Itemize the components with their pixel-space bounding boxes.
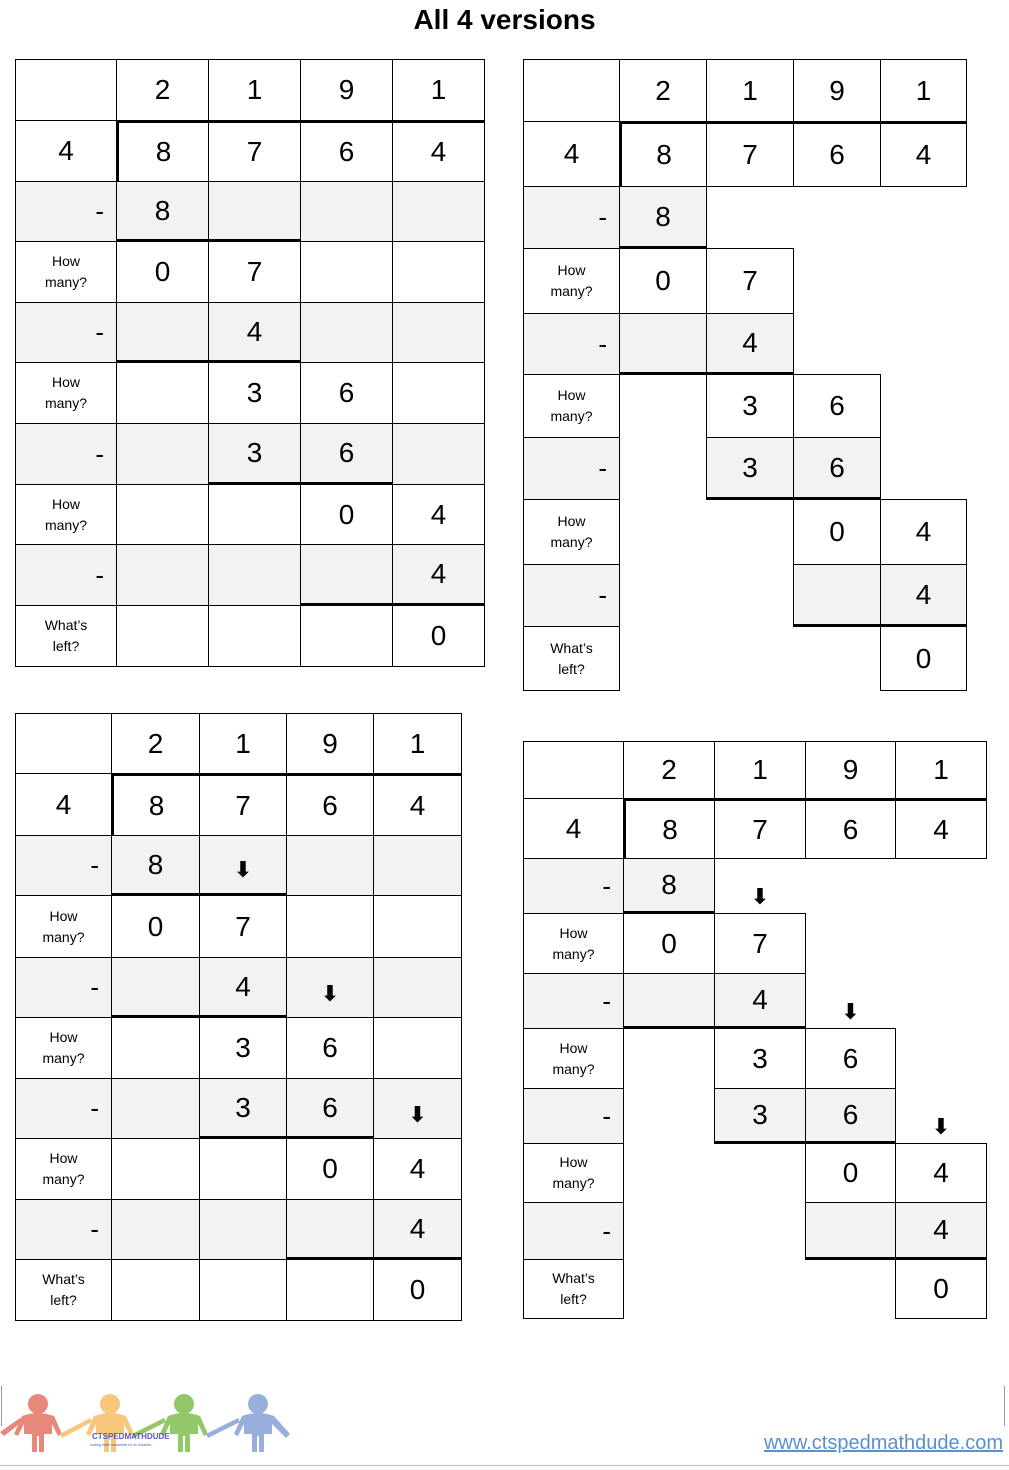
work-digit-cell: [300, 302, 393, 363]
dividend-digit-cell: 7: [199, 773, 287, 836]
minus-label: [15, 1078, 112, 1139]
work-digit-cell: 8: [111, 835, 200, 896]
logo-tagline: making math accessible for all students: [90, 1443, 152, 1447]
minus-sign: -: [598, 580, 607, 610]
bring-down-arrow-cell: [805, 973, 896, 1029]
how-many-label: [523, 1143, 624, 1203]
work-digit-cell: 0: [793, 499, 881, 565]
minus-label: [15, 957, 112, 1018]
work-digit-cell: [286, 1259, 374, 1321]
work-digit-cell: [111, 1199, 200, 1260]
label-line: How: [49, 1150, 78, 1166]
work-digit-cell: 3: [714, 1088, 806, 1144]
work-digit-cell: [199, 1199, 287, 1260]
how-many-label: [15, 484, 117, 545]
label-line: What’s: [552, 1270, 595, 1286]
bring-down-arrow-cell: [895, 1088, 987, 1144]
work-digit-cell: [300, 241, 393, 303]
work-digit-cell: 7: [199, 895, 287, 958]
page-title: All 4 versions: [413, 4, 596, 35]
work-digit-cell: [300, 544, 393, 606]
minus-label: [15, 544, 117, 606]
dividend-digit-cell: 6: [793, 121, 881, 187]
quotient-digit-cell: 1: [880, 59, 967, 122]
label-line: How: [51, 495, 80, 512]
how-many-label: [15, 1017, 112, 1079]
label-line: How: [557, 513, 586, 529]
work-digit-cell: [300, 605, 393, 667]
work-digit-cell: 6: [793, 374, 881, 438]
corner-cell: [15, 713, 112, 774]
dividend-digit-cell: 6: [286, 773, 374, 836]
minus-label: [523, 437, 620, 500]
person-red-icon: [0, 1394, 62, 1452]
work-digit-cell: [208, 181, 301, 242]
minus-label: [523, 313, 620, 375]
how-many-label: [523, 499, 620, 565]
label-line: many?: [42, 928, 85, 945]
logo-people-icon: [0, 1392, 300, 1454]
work-digit-cell: [208, 544, 301, 606]
quotient-digit-cell: 9: [805, 741, 896, 799]
bring-down-arrow-cell: [286, 957, 374, 1018]
work-digit-cell: 3: [208, 423, 301, 485]
work-digit-cell: [392, 362, 485, 424]
quotient-digit-cell: 9: [793, 59, 881, 122]
dividend-digit-cell: 7: [208, 120, 301, 182]
work-digit-cell: [373, 835, 462, 896]
minus-label: [523, 1088, 624, 1144]
minus-sign: -: [90, 850, 99, 880]
work-digit-cell: 0: [286, 1138, 374, 1200]
minus-sign: -: [598, 328, 607, 359]
label-line: many?: [550, 408, 593, 424]
label-line: What’s: [42, 1271, 85, 1287]
work-digit-cell: 3: [199, 1078, 287, 1139]
label-line: many?: [550, 283, 593, 299]
page-corner-mark-right: [1004, 1386, 1005, 1426]
work-digit-cell: [111, 1138, 200, 1200]
work-digit-cell: 0: [623, 913, 715, 974]
label-line: many?: [552, 945, 595, 962]
label-line: left?: [560, 1291, 587, 1307]
work-digit-cell: [805, 1202, 896, 1260]
minus-sign: -: [602, 985, 611, 1016]
website-link[interactable]: www.ctspedmathdude.com: [763, 1432, 1003, 1454]
logo-text: CTSPEDMATHDUDE: [92, 1432, 170, 1441]
work-digit-cell: 4: [373, 1138, 462, 1200]
work-digit-cell: 4: [208, 302, 301, 363]
minus-label: [523, 1202, 624, 1260]
work-digit-cell: 4: [199, 957, 287, 1018]
label-line: How: [559, 1154, 588, 1170]
page-bottom-divider: [0, 1465, 1009, 1466]
quotient-digit-cell: 9: [286, 713, 374, 774]
how-many-label: [523, 1028, 624, 1089]
minus-sign: -: [95, 559, 104, 590]
work-digit-cell: [286, 895, 374, 958]
minus-sign: -: [90, 1093, 99, 1123]
work-digit-cell: [111, 1259, 200, 1321]
quotient-digit-cell: 1: [208, 59, 301, 121]
down-arrow-icon: ⬇: [408, 1102, 427, 1127]
work-digit-cell: 4: [392, 544, 485, 606]
quotient-digit-cell: 2: [111, 713, 200, 774]
how-many-label: [15, 241, 117, 303]
work-digit-cell: 0: [895, 1259, 987, 1319]
work-digit-cell: 0: [880, 626, 967, 691]
label-line: many?: [44, 516, 88, 533]
work-digit-cell: [111, 1078, 200, 1139]
work-digit-cell: [199, 1138, 287, 1200]
down-arrow-icon: ⬇: [233, 857, 253, 882]
minus-label: [15, 1199, 112, 1260]
work-digit-cell: [392, 423, 485, 485]
label-line: many?: [552, 1060, 595, 1077]
work-digit-cell: 0: [392, 605, 485, 667]
dividend-digit-cell: 8: [116, 120, 209, 182]
divisor-cell: 4: [15, 773, 112, 836]
dividend-digit-cell: 4: [392, 120, 485, 182]
work-digit-cell: [619, 313, 707, 375]
whats-left-label: [523, 626, 620, 691]
label-line: many?: [552, 1175, 595, 1191]
work-digit-cell: 3: [208, 362, 301, 424]
work-digit-cell: 4: [880, 499, 967, 565]
minus-sign: -: [602, 1100, 611, 1131]
quotient-digit-cell: 2: [619, 59, 707, 122]
work-digit-cell: 7: [714, 913, 806, 974]
bring-down-arrow-cell: [373, 1078, 462, 1139]
work-digit-cell: [392, 181, 485, 242]
minus-sign: -: [602, 1215, 611, 1246]
work-digit-cell: [208, 605, 301, 667]
minus-label: [15, 302, 117, 363]
down-arrow-icon: ⬇: [320, 981, 340, 1006]
label-line: many?: [42, 1171, 85, 1187]
corner-cell: [15, 59, 117, 121]
work-digit-cell: 3: [706, 374, 794, 438]
dividend-digit-cell: 4: [880, 121, 967, 187]
quotient-digit-cell: 9: [300, 59, 393, 121]
person-blue-icon: [206, 1394, 290, 1452]
page-corner-mark-left: [1, 1386, 2, 1426]
work-digit-cell: 6: [300, 423, 393, 485]
divisor-cell: 4: [523, 121, 620, 187]
label-line: How: [51, 253, 80, 269]
work-digit-cell: 4: [714, 973, 806, 1029]
dividend-digit-cell: 8: [619, 121, 707, 187]
divisor-cell: 4: [523, 798, 624, 859]
quotient-digit-cell: 2: [116, 59, 209, 121]
work-digit-cell: 4: [392, 484, 485, 545]
label-line: left?: [52, 638, 80, 654]
work-digit-cell: [116, 605, 209, 667]
how-many-label: [523, 248, 620, 314]
minus-sign: -: [95, 317, 104, 347]
dividend-digit-cell: 6: [300, 120, 393, 182]
minus-sign: -: [95, 196, 104, 226]
work-digit-cell: [116, 544, 209, 606]
work-digit-cell: 0: [805, 1143, 896, 1203]
quotient-digit-cell: 1: [895, 741, 987, 799]
work-digit-cell: 7: [208, 241, 301, 303]
corner-cell: [523, 59, 620, 122]
work-digit-cell: 0: [619, 248, 707, 314]
quotient-digit-cell: 1: [714, 741, 806, 799]
work-digit-cell: [286, 835, 374, 896]
work-digit-cell: 6: [805, 1028, 896, 1089]
dividend-digit-cell: 7: [714, 798, 806, 859]
work-digit-cell: 0: [300, 484, 393, 545]
quotient-digit-cell: 1: [706, 59, 794, 122]
work-digit-cell: [392, 302, 485, 363]
work-digit-cell: [392, 241, 485, 303]
work-digit-cell: [199, 1259, 287, 1321]
dividend-digit-cell: 8: [111, 773, 200, 836]
dividend-digit-cell: 4: [895, 798, 987, 859]
work-digit-cell: 6: [805, 1088, 896, 1144]
work-digit-cell: 6: [793, 437, 881, 500]
how-many-label: [523, 374, 620, 438]
label-line: many?: [44, 395, 88, 411]
quotient-digit-cell: 1: [373, 713, 462, 774]
bring-down-arrow-cell: [714, 858, 806, 914]
dividend-digit-cell: 7: [706, 121, 794, 187]
work-digit-cell: 7: [706, 248, 794, 314]
work-digit-cell: 4: [895, 1143, 987, 1203]
work-digit-cell: [111, 957, 200, 1018]
label-line: How: [559, 924, 588, 941]
minus-label: [523, 973, 624, 1029]
how-many-label: [15, 362, 117, 424]
dividend-digit-cell: 8: [623, 798, 715, 859]
work-digit-cell: 4: [880, 564, 967, 627]
down-arrow-icon: ⬇: [931, 1114, 951, 1139]
label-line: left?: [558, 660, 585, 677]
label-line: What’s: [44, 617, 88, 633]
minus-label: [15, 181, 117, 242]
minus-label: [523, 186, 620, 249]
bring-down-arrow-cell: [199, 835, 287, 896]
label-line: How: [557, 387, 586, 403]
work-digit-cell: 0: [373, 1259, 462, 1321]
down-arrow-icon: ⬇: [841, 999, 860, 1024]
work-digit-cell: [373, 1017, 462, 1079]
label-line: How: [51, 374, 80, 390]
work-digit-cell: 0: [111, 895, 200, 958]
work-digit-cell: [116, 362, 209, 424]
work-digit-cell: [623, 973, 715, 1029]
minus-sign: -: [95, 438, 104, 469]
minus-sign: -: [90, 972, 99, 1002]
minus-label: [15, 423, 117, 485]
down-arrow-icon: ⬇: [750, 884, 770, 909]
minus-label: [523, 564, 620, 627]
minus-label: [15, 835, 112, 896]
work-digit-cell: 6: [286, 1078, 374, 1139]
label-line: many?: [42, 1050, 85, 1066]
work-digit-cell: 8: [619, 186, 707, 249]
label-line: many?: [44, 274, 88, 290]
label-line: How: [557, 262, 586, 278]
corner-cell: [523, 741, 624, 799]
minus-sign: -: [602, 870, 611, 901]
work-digit-cell: [793, 564, 881, 627]
work-digit-cell: [116, 423, 209, 485]
how-many-label: [15, 895, 112, 958]
dividend-digit-cell: 4: [373, 773, 462, 836]
work-digit-cell: 4: [706, 313, 794, 375]
work-digit-cell: 3: [714, 1028, 806, 1089]
minus-sign: -: [598, 453, 607, 483]
work-digit-cell: [116, 302, 209, 363]
quotient-digit-cell: 1: [199, 713, 287, 774]
work-digit-cell: 6: [300, 362, 393, 424]
how-many-label: [15, 1138, 112, 1200]
work-digit-cell: [116, 484, 209, 545]
minus-label: [523, 858, 624, 914]
label-line: How: [559, 1039, 588, 1056]
work-digit-cell: 3: [706, 437, 794, 500]
work-digit-cell: [300, 181, 393, 242]
work-digit-cell: [111, 1017, 200, 1079]
work-digit-cell: 6: [286, 1017, 374, 1079]
work-digit-cell: [208, 484, 301, 545]
work-digit-cell: 0: [116, 241, 209, 303]
quotient-digit-cell: 2: [623, 741, 715, 799]
label-line: How: [49, 907, 78, 924]
label-line: What’s: [550, 639, 593, 656]
minus-sign: -: [90, 1214, 99, 1244]
minus-sign: -: [598, 202, 607, 232]
label-line: many?: [550, 534, 593, 550]
work-digit-cell: 4: [373, 1199, 462, 1260]
work-digit-cell: [286, 1199, 374, 1260]
work-digit-cell: 8: [623, 858, 715, 914]
label-line: left?: [50, 1292, 77, 1308]
whats-left-label: [15, 605, 117, 667]
whats-left-label: [15, 1259, 112, 1321]
label-line: How: [49, 1029, 78, 1045]
work-digit-cell: 4: [895, 1202, 987, 1260]
how-many-label: [523, 913, 624, 974]
work-digit-cell: 3: [199, 1017, 287, 1079]
dividend-digit-cell: 6: [805, 798, 896, 859]
work-digit-cell: [373, 895, 462, 958]
whats-left-label: [523, 1259, 624, 1319]
divisor-cell: 4: [15, 120, 117, 182]
quotient-digit-cell: 1: [392, 59, 485, 121]
work-digit-cell: [373, 957, 462, 1018]
work-digit-cell: 8: [116, 181, 209, 242]
